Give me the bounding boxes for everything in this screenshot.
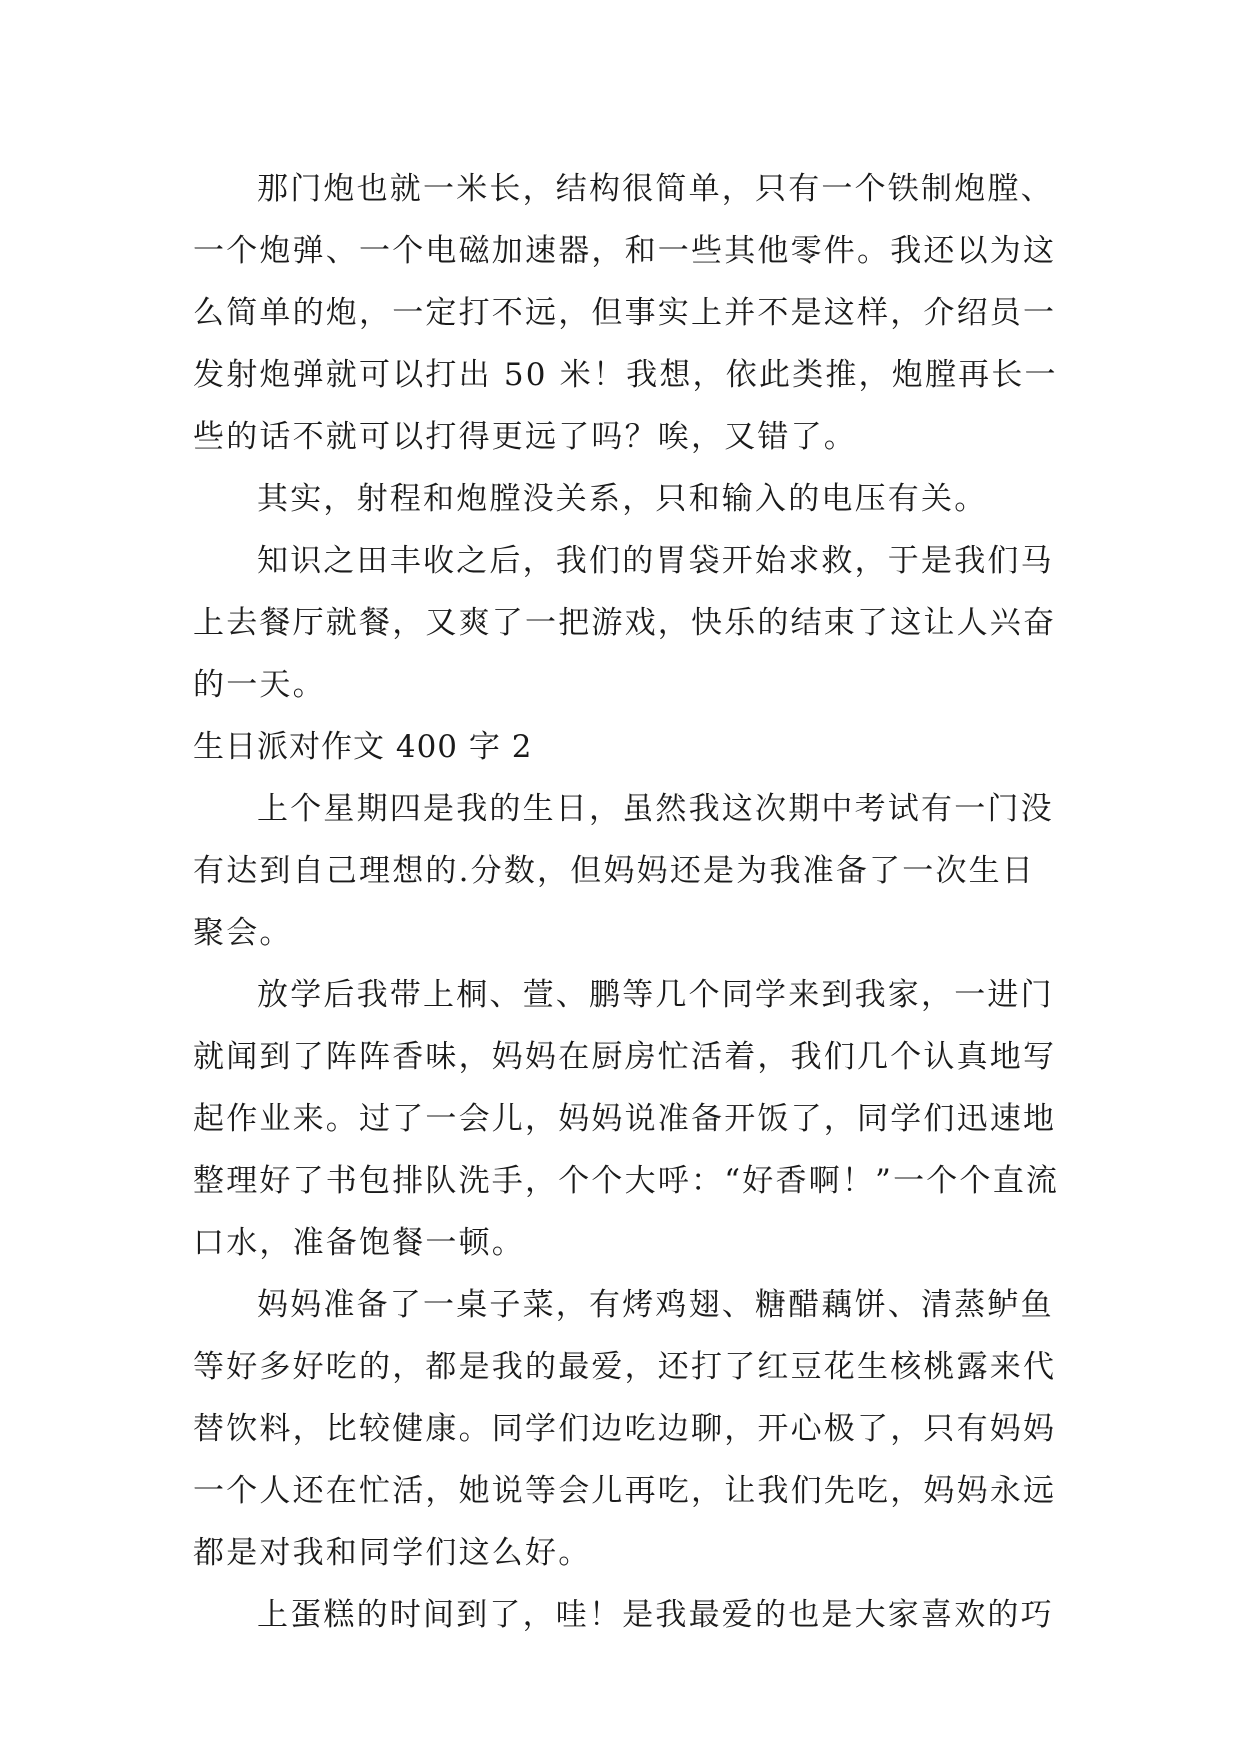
text-line: 等好多好吃的，都是我的最爱，还打了红豆花生核桃露来代 [193, 1349, 1057, 1385]
text-line: 上去餐厅就餐，又爽了一把游戏，快乐的结束了这让人兴奋 [193, 605, 1057, 641]
text-line: 些的话不就可以打得更远了吗？唉，又错了。 [193, 419, 857, 455]
text-line: 起作业来。过了一会儿，妈妈说准备开饭了，同学们迅速地 [193, 1101, 1057, 1137]
text-line: 么简单的炮，一定打不远，但事实上并不是这样，介绍员一 [193, 295, 1057, 331]
text-line: 妈妈准备了一桌子菜，有烤鸡翅、糖醋藕饼、清蒸鲈鱼 [257, 1287, 1054, 1323]
text-line: 就闻到了阵阵香味，妈妈在厨房忙活着，我们几个认真地写 [193, 1039, 1057, 1075]
text-line: 那门炮也就一米长，结构很简单，只有一个铁制炮膛、 [257, 171, 1054, 207]
text-line: 上蛋糕的时间到了，哇！是我最爱的也是大家喜欢的巧 [257, 1597, 1054, 1633]
text-line: 口水，准备饱餐一顿。 [193, 1225, 525, 1261]
text-line: 有达到自己理想的.分数，但妈妈还是为我准备了一次生日 [193, 853, 1036, 889]
text-line: 都是对我和同学们这么好。 [193, 1535, 592, 1571]
text-line: 知识之田丰收之后，我们的胃袋开始求救，于是我们马 [257, 543, 1054, 579]
text-line: 替饮料，比较健康。同学们边吃边聊，开心极了，只有妈妈 [193, 1411, 1057, 1447]
text-line: 放学后我带上桐、萱、鹏等几个同学来到我家，一进门 [257, 977, 1054, 1013]
text-line: 的一天。 [193, 667, 326, 703]
document-body [193, 158, 1073, 1646]
section-heading: 生日派对作文 400 字 2 [193, 729, 533, 765]
text-line: 一个炮弹、一个电磁加速器，和一些其他零件。我还以为这 [193, 233, 1057, 269]
text-line: 上个星期四是我的生日，虽然我这次期中考试有一门没 [257, 791, 1054, 827]
text-line: 其实，射程和炮膛没关系，只和输入的电压有关。 [257, 481, 988, 517]
text-line: 一个人还在忙活，她说等会儿再吃，让我们先吃，妈妈永远 [193, 1473, 1057, 1509]
text-line: 发射炮弹就可以打出 50 米！我想，依此类推，炮膛再长一 [193, 357, 1058, 393]
text-line: 聚会。 [193, 915, 293, 951]
text-line: 整理好了书包排队洗手，个个大呼：“好香啊！”一个个直流 [193, 1163, 1060, 1199]
